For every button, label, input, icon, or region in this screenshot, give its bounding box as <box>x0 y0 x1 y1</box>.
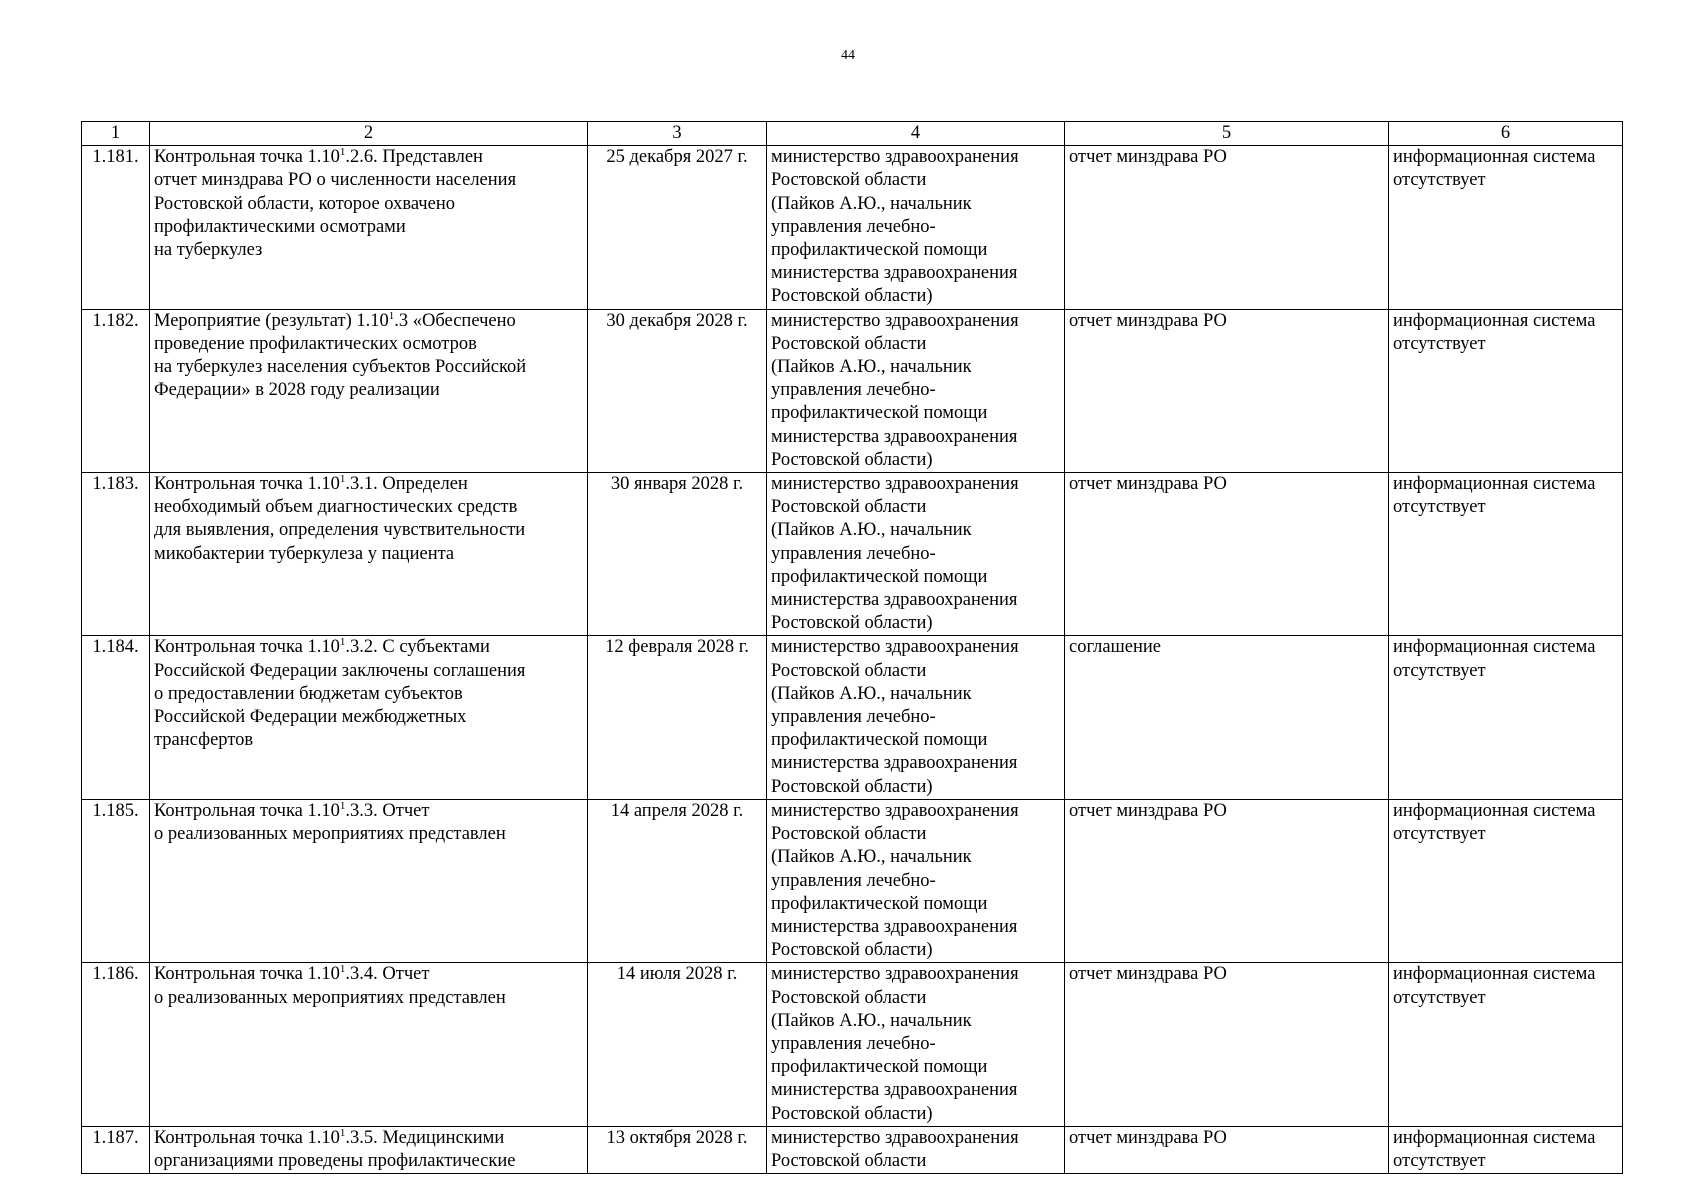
table-row <box>82 309 1623 472</box>
event-description <box>150 473 588 636</box>
due-date: 12 февраля 2028 г. <box>588 636 767 799</box>
information-system: информационная система отсутствует <box>1389 799 1623 962</box>
due-date: 14 июля 2028 г. <box>588 963 767 1126</box>
event-description <box>150 963 588 1126</box>
table-row <box>82 963 1623 1126</box>
table-row <box>82 146 1623 309</box>
confirming-document: отчет минздрава РО <box>1065 473 1389 636</box>
information-system: информационная система отсутствует <box>1389 473 1623 636</box>
table-header-row <box>82 122 1623 146</box>
superscript-index: 1 <box>339 799 346 812</box>
description-text: .3.2. С субъектами Российской Федерации заключены соглашения о предоставлении бюджетам субъектов Российской Федерации межбюджетных трансфертов <box>154 637 526 751</box>
confirming-document: отчет минздрава РО <box>1065 1126 1389 1173</box>
row-number: 1.182. <box>82 309 150 472</box>
column-header: 4 <box>767 122 1065 146</box>
description-text: .3 «Обеспечено проведение профилактических осмотров на туберкулез населения субъектов Российской Федерации» в 2028 году реализации <box>154 310 527 401</box>
event-description <box>150 799 588 962</box>
description-prefix: Мероприятие (результат) 1.10 <box>154 310 389 331</box>
due-date: 14 апреля 2028 г. <box>588 799 767 962</box>
column-header: 5 <box>1065 122 1389 146</box>
description-text: .3.3. Отчет о реализованных мероприятиях представлен <box>154 800 506 845</box>
column-header: 3 <box>588 122 767 146</box>
superscript-index: 1 <box>339 472 346 485</box>
description-text: .3.4. Отчет о реализованных мероприятиях представлен <box>154 964 506 1008</box>
superscript-index: 1 <box>339 1126 346 1139</box>
information-system: информационная система отсутствует <box>1389 636 1623 799</box>
confirming-document: отчет минздрава РО <box>1065 963 1389 1126</box>
information-system: информационная система отсутствует <box>1389 1126 1623 1173</box>
due-date: 25 декабря 2027 г. <box>588 146 767 309</box>
table-row <box>82 636 1623 799</box>
responsible-executor: министерство здравоохранения Ростовской области <box>767 1126 1065 1173</box>
due-date: 30 декабря 2028 г. <box>588 309 767 472</box>
description-prefix: Контрольная точка 1.10 <box>154 474 340 495</box>
information-system: информационная система отсутствует <box>1389 963 1623 1126</box>
description-prefix: Контрольная точка 1.10 <box>154 1127 340 1148</box>
description-text: .2.6. Представлен отчет минздрава РО о численности населения Ростовской области, которое охвачено профилактическими осмотрами на туберкулез <box>154 147 517 261</box>
page-number: 44 <box>841 48 855 63</box>
responsible-executor: министерство здравоохранения Ростовской области (Пайков А.Ю., начальник управления лечебно- профилактической помощи министерства здравоохранения Ростовской области) <box>767 473 1065 636</box>
information-system: информационная система отсутствует <box>1389 146 1623 309</box>
superscript-index: 1 <box>339 146 346 159</box>
event-description <box>150 1126 588 1173</box>
responsible-executor: министерство здравоохранения Ростовской области (Пайков А.Ю., начальник управления лечебно- профилактической помощи министерства здравоохранения Ростовской области) <box>767 799 1065 962</box>
confirming-document: отчет минздрава РО <box>1065 799 1389 962</box>
row-number: 1.186. <box>82 963 150 1126</box>
event-description <box>150 636 588 799</box>
responsible-executor: министерство здравоохранения Ростовской области (Пайков А.Ю., начальник управления лечебно- профилактической помощи министерства здравоохранения Ростовской области) <box>767 636 1065 799</box>
column-header: 6 <box>1389 122 1623 146</box>
event-description <box>150 146 588 309</box>
row-number: 1.183. <box>82 473 150 636</box>
description-prefix: Контрольная точка 1.10 <box>154 637 340 658</box>
row-number: 1.185. <box>82 799 150 962</box>
description-prefix: Контрольная точка 1.10 <box>154 964 340 985</box>
confirming-document: отчет минздрава РО <box>1065 146 1389 309</box>
description-text: .3.1. Определен необходимый объем диагностических средств для выявления, определения чувствительности микобактерии туберкулеза у пациента <box>154 474 526 564</box>
superscript-index: 1 <box>339 963 346 976</box>
responsible-executor: министерство здравоохранения Ростовской области (Пайков А.Ю., начальник управления лечебно- профилактической помощи министерства здравоохранения Ростовской области) <box>767 309 1065 472</box>
due-date: 13 октября 2028 г. <box>588 1126 767 1173</box>
responsible-executor: министерство здравоохранения Ростовской области (Пайков А.Ю., начальник управления лечебно- профилактической помощи министерства здравоохранения Ростовской области) <box>767 963 1065 1126</box>
row-number: 1.184. <box>82 636 150 799</box>
confirming-document: соглашение <box>1065 636 1389 799</box>
superscript-index: 1 <box>339 636 346 649</box>
table-row <box>82 799 1623 962</box>
responsible-executor: министерство здравоохранения Ростовской области (Пайков А.Ю., начальник управления лечебно- профилактической помощи министерства здравоохранения Ростовской области) <box>767 146 1065 309</box>
event-description <box>150 309 588 472</box>
column-header: 2 <box>150 122 588 146</box>
due-date: 30 января 2028 г. <box>588 473 767 636</box>
confirming-document: отчет минздрава РО <box>1065 309 1389 472</box>
row-number: 1.187. <box>82 1126 150 1173</box>
description-text: .3.5. Медицинскими организациями проведены профилактические <box>154 1127 516 1171</box>
table-row <box>82 1126 1623 1173</box>
description-prefix: Контрольная точка 1.10 <box>154 800 340 821</box>
row-number: 1.181. <box>82 146 150 309</box>
plan-table <box>81 121 1623 1174</box>
information-system: информационная система отсутствует <box>1389 309 1623 472</box>
superscript-index: 1 <box>388 309 395 322</box>
column-header: 1 <box>82 122 150 146</box>
description-prefix: Контрольная точка 1.10 <box>154 147 340 168</box>
table-row <box>82 473 1623 636</box>
